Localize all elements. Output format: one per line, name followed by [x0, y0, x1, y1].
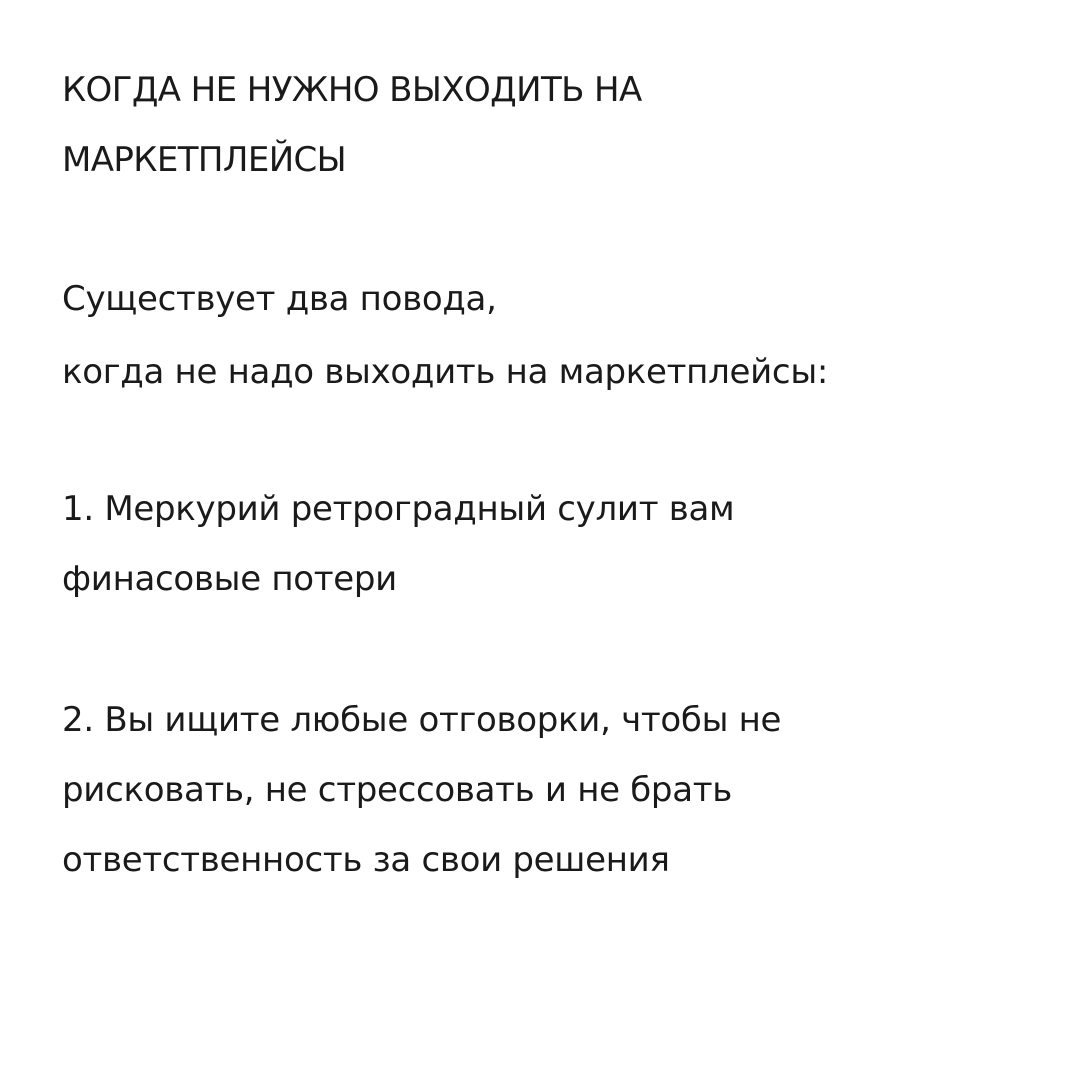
post-title-line-2: МАРКЕТПЛЕЙСЫ — [62, 140, 347, 180]
list-item-2-line-1: 2. Вы ищите любые отговорки, чтобы не — [62, 700, 782, 740]
list-item-1-line-1: 1. Меркурий ретроградный сулит вам — [62, 489, 735, 529]
list-item-2-line-2: рисковать, не стрессовать и не брать — [62, 770, 732, 810]
list-item-2-line-3: ответственность за свои решения — [62, 840, 670, 880]
intro-line-2: когда не надо выходить на маркетплейсы: — [62, 352, 829, 392]
list-item-1-line-2: финасовые потери — [62, 559, 397, 599]
post-title-line-1: КОГДА НЕ НУЖНО ВЫХОДИТЬ НА — [62, 70, 642, 110]
intro-line-1: Существует два повода, — [62, 279, 497, 319]
